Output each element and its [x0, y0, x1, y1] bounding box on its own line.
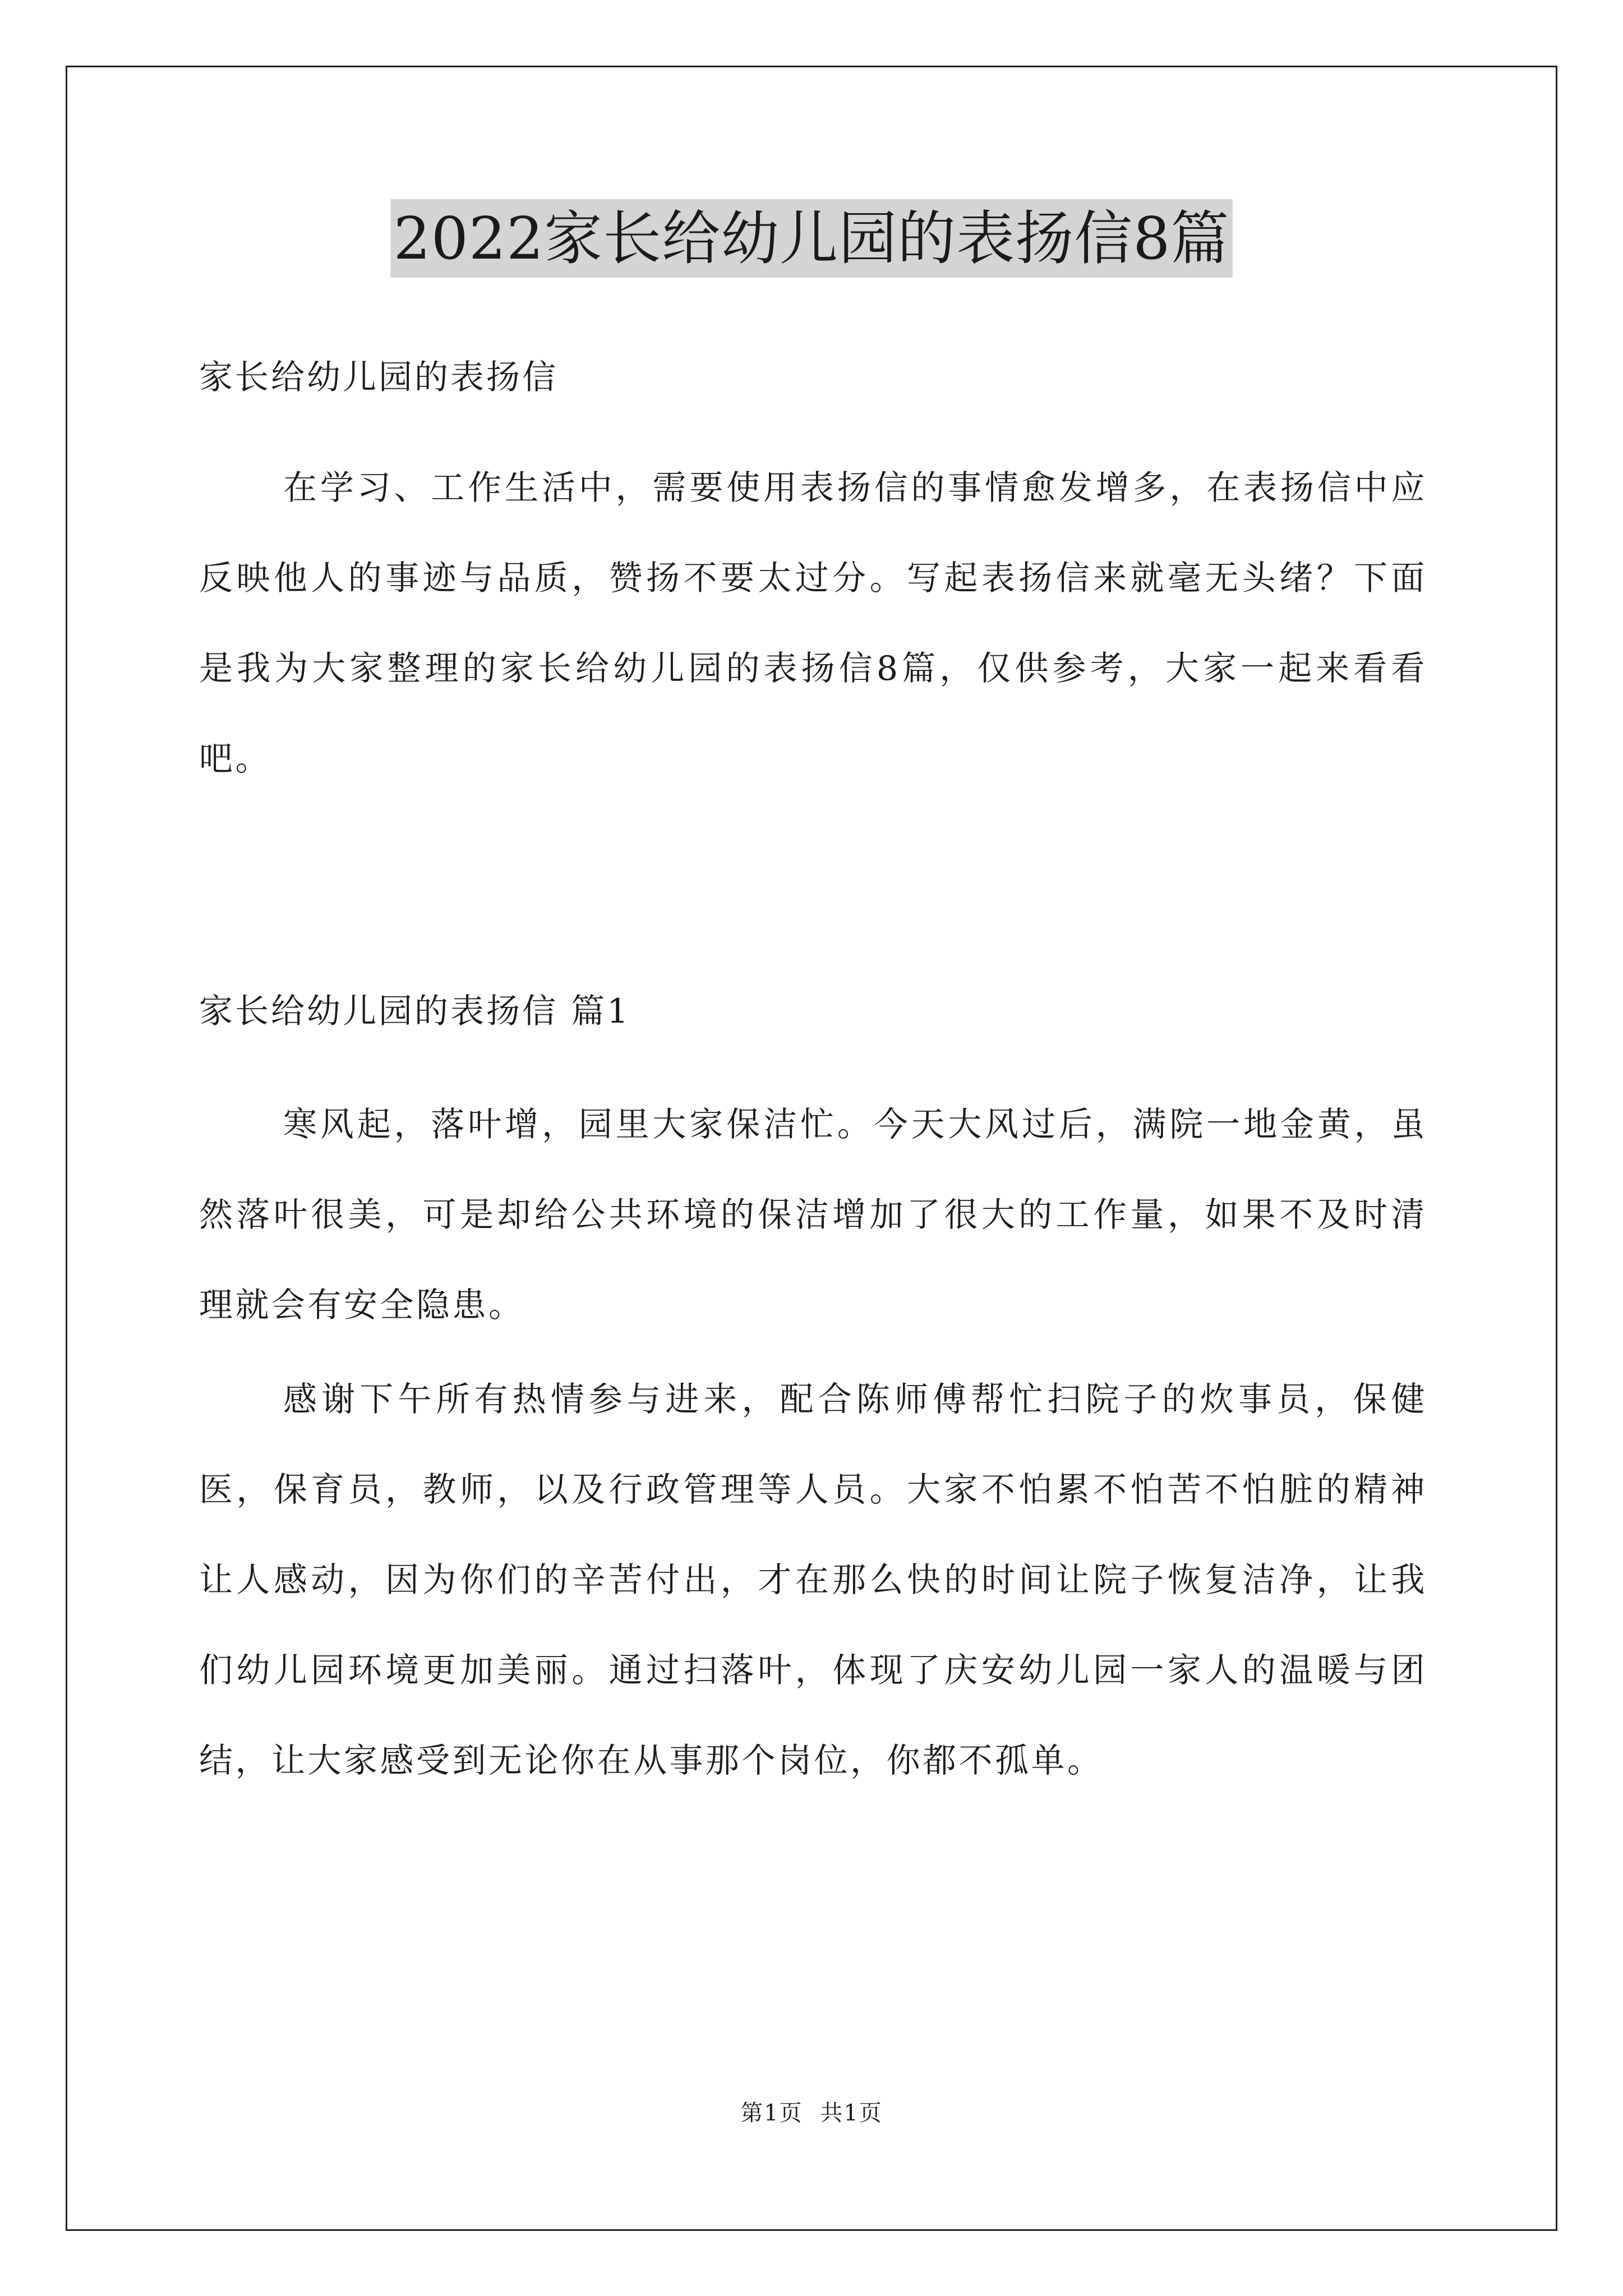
- intro-paragraph: 在学习、工作生活中，需要使用表扬信的事情愈发增多，在表扬信中应反映他人的事迹与品质，赞扬不要太过分。写起表扬信来就毫无头绪？下面是我为大家整理的家长给幼儿园的表扬信8篇，仅供参考，大家一起来看看吧。: [199, 468, 1427, 779]
- document-subtitle: 家长给幼儿园的表扬信: [199, 358, 558, 397]
- page-total: 共1页: [820, 2100, 883, 2126]
- page-number: 第1页: [740, 2100, 803, 2126]
- section-1-heading: 家长给幼儿园的表扬信 篇1: [199, 992, 631, 1031]
- page-footer: [0, 2095, 1623, 2127]
- title-block: [0, 199, 1623, 278]
- section-1-paragraph-1: 寒风起，落叶增，园里大家保洁忙。今天大风过后，满院一地金黄，虽然落叶很美，可是却给公共环境的保洁增加了很大的工作量，如果不及时清理就会有安全隐患。: [199, 1105, 1427, 1325]
- section-1-paragraph-2: 感谢下午所有热情参与进来，配合陈师傅帮忙扫院子的炊事员，保健医，保育员，教师，以及行政管理等人员。大家不怕累不怕苦不怕脏的精神让人感动，因为你们的辛苦付出，才在那么快的时间让院子恢复洁净，让我们幼儿园环境更加美丽。通过扫落叶，体现了庆安幼儿园一家人的温暖与团结，让大家感受到无论你在从事那个岗位，你都不孤单。: [199, 1380, 1427, 1780]
- document-title: 2022家长给幼儿园的表扬信8篇: [390, 199, 1233, 278]
